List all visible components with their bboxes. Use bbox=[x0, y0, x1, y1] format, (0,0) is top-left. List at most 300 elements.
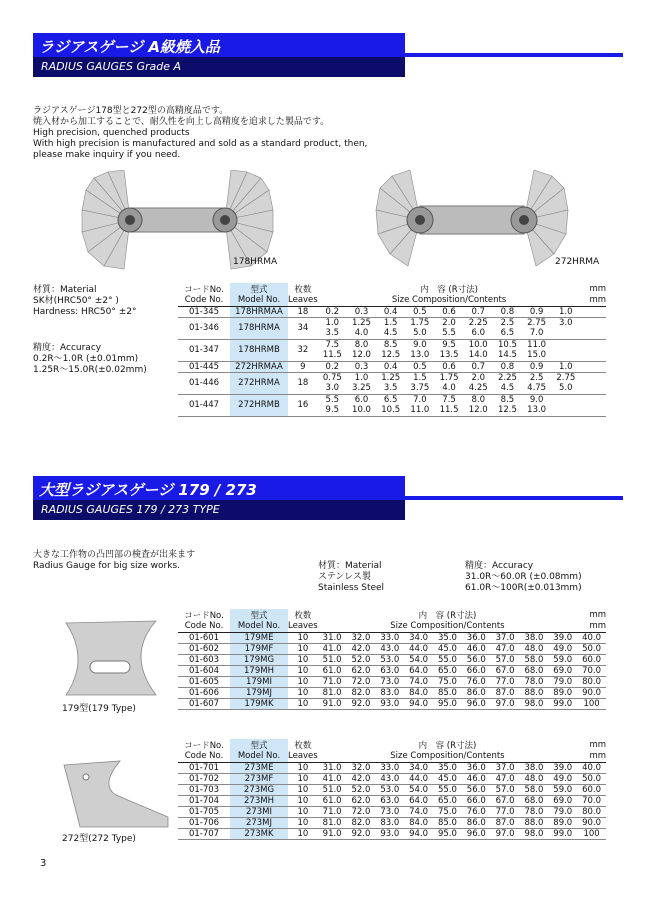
size-cell: 7.0 bbox=[522, 328, 551, 339]
size-cell: 14.5 bbox=[493, 350, 522, 361]
size-cell: 96.0 bbox=[462, 828, 491, 839]
code-cell: 01-702 bbox=[178, 773, 230, 784]
size-cell: 84.0 bbox=[404, 687, 433, 698]
size-cell: 4.0 bbox=[347, 328, 376, 339]
leaves-cell: 10 bbox=[288, 632, 318, 643]
size-cell: 11.5 bbox=[318, 350, 347, 361]
material-label: 材質：Material bbox=[318, 561, 382, 571]
table-row bbox=[178, 687, 606, 698]
size-cell: 60.0 bbox=[577, 784, 606, 795]
model-cell: 179MJ bbox=[230, 687, 288, 698]
size-cell: 39.0 bbox=[548, 762, 577, 773]
gauge-272-photo bbox=[372, 170, 572, 270]
size-cell bbox=[580, 383, 606, 394]
size-cell: 90.0 bbox=[577, 687, 606, 698]
col-header-leaves: 枚数 bbox=[294, 611, 312, 621]
size-cell: 0.9 bbox=[522, 361, 551, 372]
section2-title: 大型ラジアスゲージ 179 / 273 bbox=[33, 476, 405, 500]
size-cell: 86.0 bbox=[462, 687, 491, 698]
size-cell: 83.0 bbox=[375, 687, 404, 698]
size-cell: 6.0 bbox=[464, 328, 493, 339]
size-cell: 67.0 bbox=[491, 665, 520, 676]
size-cell: 3.0 bbox=[559, 317, 573, 328]
code-cell: 01-602 bbox=[178, 643, 230, 654]
size-cell: 53.0 bbox=[375, 654, 404, 665]
material-value: ステンレス製 bbox=[318, 572, 371, 582]
code-cell: 01-445 bbox=[178, 361, 230, 372]
size-cell: 1.0 bbox=[354, 372, 369, 383]
col-header-leaves-en: Leaves bbox=[288, 751, 318, 762]
size-cell: 12.5 bbox=[376, 350, 405, 361]
size-cell: 4.75 bbox=[522, 383, 551, 394]
size-cell: 81.0 bbox=[318, 687, 347, 698]
size-cell: 9.0 bbox=[413, 339, 427, 350]
size-cell: 70.0 bbox=[577, 795, 606, 806]
size-cell: 37.0 bbox=[491, 632, 520, 643]
col-header-code: コードNo. bbox=[184, 611, 224, 621]
desc-line: ラジアスゲージ178型と272型の高精度品です。 bbox=[33, 106, 229, 116]
size-cell: 40.0 bbox=[577, 762, 606, 773]
size-cell: 2.25 bbox=[497, 372, 517, 383]
size-cell: 1.5 bbox=[383, 317, 398, 328]
size-cell: 87.0 bbox=[491, 687, 520, 698]
model-cell: 179MG bbox=[230, 654, 288, 665]
code-cell: 01-701 bbox=[178, 762, 230, 773]
size-cell: 50.0 bbox=[577, 643, 606, 654]
table-row bbox=[178, 817, 606, 828]
size-cell bbox=[580, 350, 606, 361]
col-header-model-en: Model No. bbox=[230, 295, 288, 306]
photo-label-272: 272HRMA bbox=[555, 257, 600, 267]
material-value-en: Stainless Steel bbox=[318, 583, 385, 593]
size-cell: 4.5 bbox=[493, 383, 522, 394]
size-cell: 82.0 bbox=[347, 817, 376, 828]
size-cell: 47.0 bbox=[491, 773, 520, 784]
accuracy-value: 1.25R～15.0R(±0.02mm) bbox=[33, 365, 147, 375]
code-cell: 01-603 bbox=[178, 654, 230, 665]
accuracy-value: 31.0R～60.0R (±0.08mm) bbox=[465, 572, 582, 582]
code-cell: 01-345 bbox=[178, 306, 230, 317]
size-cell: 62.0 bbox=[347, 795, 376, 806]
size-cell: 93.0 bbox=[375, 698, 404, 709]
desc-line: please make inquiry if you need. bbox=[33, 150, 181, 160]
accuracy-label: 精度：Accuracy bbox=[33, 343, 102, 353]
hardness-value: Hardness: HRC50° ±2° bbox=[33, 307, 137, 317]
size-cell: 100 bbox=[577, 698, 606, 709]
code-cell: 01-705 bbox=[178, 806, 230, 817]
size-cell: 0.8 bbox=[493, 361, 522, 372]
size-cell: 4.5 bbox=[376, 328, 405, 339]
size-cell: 88.0 bbox=[520, 687, 549, 698]
leaves-cell: 10 bbox=[288, 762, 318, 773]
size-cell: 67.0 bbox=[491, 795, 520, 806]
table-row bbox=[178, 632, 606, 643]
col-header-code-en: Code No. bbox=[178, 621, 230, 632]
leaves-cell: 10 bbox=[288, 698, 318, 709]
code-cell: 01-704 bbox=[178, 795, 230, 806]
col-header-unit-en: mm bbox=[580, 295, 606, 306]
size-cell: 12.0 bbox=[464, 405, 493, 416]
col-header-contents-en: Size Composition/Contents bbox=[318, 621, 577, 632]
size-cell: 0.4 bbox=[376, 361, 405, 372]
code-cell: 01-601 bbox=[178, 632, 230, 643]
size-cell: 33.0 bbox=[375, 762, 404, 773]
code-cell: 01-604 bbox=[178, 665, 230, 676]
size-cell: 70.0 bbox=[577, 665, 606, 676]
size-cell: 31.0 bbox=[318, 632, 347, 643]
size-cell bbox=[551, 339, 580, 350]
size-cell: 50.0 bbox=[577, 773, 606, 784]
size-cell: 90.0 bbox=[577, 817, 606, 828]
size-cell: 51.0 bbox=[318, 784, 347, 795]
size-cell bbox=[580, 394, 606, 405]
size-cell: 6.5 bbox=[383, 394, 398, 405]
col-header-contents: 内 容 (R寸法) bbox=[420, 285, 478, 295]
model-cell: 272HRMB bbox=[230, 394, 288, 416]
section2-description bbox=[33, 550, 195, 572]
size-cell: 71.0 bbox=[318, 676, 347, 687]
col-header-contents: 内 容 (R寸法) bbox=[418, 741, 477, 751]
table-row bbox=[178, 676, 606, 687]
size-cell: 32.0 bbox=[347, 762, 376, 773]
size-cell: 0.6 bbox=[434, 306, 463, 317]
size-cell: 36.0 bbox=[462, 762, 491, 773]
table-row bbox=[178, 643, 606, 654]
size-cell: 2.0 bbox=[442, 317, 456, 328]
leaves-cell: 10 bbox=[288, 828, 318, 839]
photo-label-178: 178HRMA bbox=[233, 257, 278, 267]
size-cell: 53.0 bbox=[375, 784, 404, 795]
col-header-leaves: 枚数 bbox=[294, 285, 312, 295]
size-cell: 98.0 bbox=[520, 698, 549, 709]
table-row bbox=[178, 654, 606, 665]
size-cell: 49.0 bbox=[548, 643, 577, 654]
size-cell: 7.5 bbox=[325, 339, 340, 350]
size-cell: 12.5 bbox=[493, 405, 522, 416]
table-row bbox=[178, 698, 606, 709]
leaves-cell: 18 bbox=[288, 372, 318, 394]
size-cell: 7.5 bbox=[442, 394, 456, 405]
section1-description bbox=[33, 106, 367, 161]
size-cell: 71.0 bbox=[318, 806, 347, 817]
size-cell: 88.0 bbox=[520, 817, 549, 828]
size-cell: 95.0 bbox=[433, 828, 462, 839]
size-cell bbox=[580, 317, 606, 328]
size-cell: 8.0 bbox=[354, 339, 369, 350]
table-row bbox=[178, 773, 606, 784]
size-cell: 34.0 bbox=[404, 632, 433, 643]
size-cell: 66.0 bbox=[462, 665, 491, 676]
size-cell: 11.0 bbox=[527, 339, 547, 350]
size-cell: 92.0 bbox=[347, 828, 376, 839]
size-cell: 15.0 bbox=[522, 350, 551, 361]
photo-label-179: 179型(179 Type) bbox=[62, 704, 136, 714]
model-cell: 178HRMAA bbox=[230, 306, 288, 317]
size-cell: 89.0 bbox=[548, 687, 577, 698]
model-cell: 179MI bbox=[230, 676, 288, 687]
size-cell: 2.0 bbox=[471, 372, 486, 383]
size-cell: 9.5 bbox=[318, 405, 347, 416]
size-cell: 34.0 bbox=[404, 762, 433, 773]
leaves-cell: 10 bbox=[288, 773, 318, 784]
section1-spec-table bbox=[178, 283, 606, 417]
size-cell: 0.5 bbox=[405, 306, 434, 317]
desc-line: 焼入材から加工することで、耐久性を向上し高精度を追求した製品です。 bbox=[33, 117, 330, 127]
size-cell: 38.0 bbox=[520, 762, 549, 773]
size-cell: 58.0 bbox=[520, 784, 549, 795]
section1-accuracy bbox=[33, 343, 147, 376]
table-row bbox=[178, 762, 606, 773]
size-cell: 0.2 bbox=[318, 306, 347, 317]
size-cell: 86.0 bbox=[462, 817, 491, 828]
size-cell: 68.0 bbox=[520, 665, 549, 676]
size-cell: 2.75 bbox=[527, 317, 547, 328]
code-cell: 01-347 bbox=[178, 339, 230, 361]
size-cell: 83.0 bbox=[375, 817, 404, 828]
size-cell: 43.0 bbox=[375, 773, 404, 784]
accuracy-label: 精度：Accuracy bbox=[465, 561, 534, 571]
col-header-unit: mm bbox=[589, 610, 606, 620]
size-cell: 3.5 bbox=[376, 383, 405, 394]
col-header-model: 型式 bbox=[230, 283, 288, 295]
size-cell: 77.0 bbox=[491, 806, 520, 817]
size-cell: 2.5 bbox=[500, 317, 515, 328]
model-cell: 179MH bbox=[230, 665, 288, 676]
model-cell: 179MF bbox=[230, 643, 288, 654]
col-header-leaves-en: Leaves bbox=[288, 621, 318, 632]
material-label: 材質：Material bbox=[33, 285, 97, 295]
section1-material bbox=[33, 285, 137, 318]
size-cell: 49.0 bbox=[548, 773, 577, 784]
page-number: 3 bbox=[40, 858, 47, 869]
desc-line: Radius Gauge for big size works. bbox=[33, 561, 181, 571]
size-cell: 63.0 bbox=[375, 795, 404, 806]
size-cell: 6.0 bbox=[354, 394, 369, 405]
code-cell: 01-703 bbox=[178, 784, 230, 795]
size-cell bbox=[551, 394, 580, 405]
size-cell: 91.0 bbox=[318, 828, 347, 839]
size-cell: 37.0 bbox=[491, 762, 520, 773]
size-cell bbox=[551, 405, 580, 416]
size-cell: 99.0 bbox=[548, 828, 577, 839]
size-cell: 73.0 bbox=[375, 806, 404, 817]
size-cell: 57.0 bbox=[491, 784, 520, 795]
section1-title: ラジアスゲージ A級焼入品 bbox=[33, 33, 405, 57]
leaves-cell: 10 bbox=[288, 687, 318, 698]
size-cell: 10.5 bbox=[497, 339, 517, 350]
code-cell: 01-606 bbox=[178, 687, 230, 698]
size-cell: 14.0 bbox=[464, 350, 493, 361]
code-cell: 01-346 bbox=[178, 317, 230, 339]
size-cell: 45.0 bbox=[433, 773, 462, 784]
size-cell: 75.0 bbox=[433, 806, 462, 817]
size-cell bbox=[551, 328, 580, 339]
size-cell: 46.0 bbox=[462, 643, 491, 654]
model-cell: 273MK bbox=[230, 828, 288, 839]
size-cell: 0.3 bbox=[347, 306, 376, 317]
size-cell: 0.3 bbox=[347, 361, 376, 372]
size-cell: 9.0 bbox=[529, 394, 544, 405]
table-row bbox=[178, 828, 606, 839]
leaves-cell: 10 bbox=[288, 784, 318, 795]
size-cell: 99.0 bbox=[548, 698, 577, 709]
size-cell: 11.0 bbox=[405, 405, 434, 416]
size-cell: 0.8 bbox=[493, 306, 522, 317]
size-cell: 87.0 bbox=[491, 817, 520, 828]
size-cell: 82.0 bbox=[347, 687, 376, 698]
section2-material bbox=[318, 561, 384, 594]
leaves-cell: 10 bbox=[288, 676, 318, 687]
size-cell: 54.0 bbox=[404, 784, 433, 795]
size-cell: 2.25 bbox=[468, 317, 488, 328]
size-cell: 100 bbox=[577, 828, 606, 839]
size-cell: 62.0 bbox=[347, 665, 376, 676]
col-header-contents: 内 容 (R寸法) bbox=[418, 611, 477, 621]
size-cell: 93.0 bbox=[375, 828, 404, 839]
size-cell: 52.0 bbox=[347, 654, 376, 665]
size-cell: 74.0 bbox=[404, 806, 433, 817]
section1-subtitle: RADIUS GAUGES Grade A bbox=[33, 57, 405, 77]
size-cell: 72.0 bbox=[347, 806, 376, 817]
table-row bbox=[178, 306, 606, 317]
size-cell: 32.0 bbox=[347, 632, 376, 643]
gauge-179-photo bbox=[60, 615, 160, 700]
leaves-cell: 10 bbox=[288, 795, 318, 806]
size-cell: 61.0 bbox=[318, 665, 347, 676]
col-header-contents-en: Size Composition/Contents bbox=[318, 295, 581, 306]
material-value: SK材(HRC50° ±2° ) bbox=[33, 296, 119, 306]
size-cell: 3.25 bbox=[347, 383, 376, 394]
col-header-leaves: 枚数 bbox=[294, 741, 312, 751]
model-cell: 178HRMB bbox=[230, 339, 288, 361]
leaves-cell: 34 bbox=[288, 317, 318, 339]
size-cell bbox=[580, 306, 606, 317]
size-cell: 58.0 bbox=[520, 654, 549, 665]
model-cell: 272HRMA bbox=[230, 372, 288, 394]
size-cell: 1.25 bbox=[352, 317, 371, 328]
code-cell: 01-446 bbox=[178, 372, 230, 394]
size-cell: 54.0 bbox=[404, 654, 433, 665]
col-header-contents-en: Size Composition/Contents bbox=[318, 751, 577, 762]
leaves-cell: 16 bbox=[288, 394, 318, 416]
leaves-cell: 10 bbox=[288, 643, 318, 654]
table-row bbox=[178, 784, 606, 795]
size-cell: 66.0 bbox=[462, 795, 491, 806]
size-cell: 51.0 bbox=[318, 654, 347, 665]
size-cell: 5.5 bbox=[325, 394, 340, 405]
size-cell: 8.0 bbox=[471, 394, 486, 405]
size-cell: 47.0 bbox=[491, 643, 520, 654]
size-cell: 5.5 bbox=[434, 328, 463, 339]
size-cell: 45.0 bbox=[433, 643, 462, 654]
size-cell: 38.0 bbox=[520, 632, 549, 643]
size-cell: 43.0 bbox=[375, 643, 404, 654]
size-cell: 5.0 bbox=[405, 328, 434, 339]
model-cell: 179ME bbox=[230, 632, 288, 643]
size-cell: 64.0 bbox=[404, 665, 433, 676]
size-cell: 59.0 bbox=[548, 654, 577, 665]
size-cell: 59.0 bbox=[548, 784, 577, 795]
accuracy-value: 61.0R～100R(±0.013mm) bbox=[465, 583, 582, 593]
col-header-model: 型式 bbox=[230, 739, 288, 751]
size-cell: 0.4 bbox=[376, 306, 405, 317]
header-rule bbox=[405, 53, 623, 57]
size-cell: 74.0 bbox=[404, 676, 433, 687]
size-cell: 36.0 bbox=[462, 632, 491, 643]
size-cell: 64.0 bbox=[404, 795, 433, 806]
col-header-model-en: Model No. bbox=[230, 751, 288, 762]
size-cell: 78.0 bbox=[520, 676, 549, 687]
size-cell: 42.0 bbox=[347, 643, 376, 654]
size-cell: 0.7 bbox=[464, 306, 493, 317]
size-cell: 6.5 bbox=[493, 328, 522, 339]
size-cell bbox=[580, 328, 606, 339]
size-cell: 61.0 bbox=[318, 795, 347, 806]
size-cell: 10.0 bbox=[468, 339, 488, 350]
table-273 bbox=[178, 739, 606, 840]
size-cell: 56.0 bbox=[462, 784, 491, 795]
size-cell: 1.0 bbox=[551, 361, 580, 372]
size-cell: 72.0 bbox=[347, 676, 376, 687]
col-header-unit-en: mm bbox=[577, 751, 606, 762]
size-cell: 1.75 bbox=[410, 317, 430, 328]
desc-line: High precision, quenched products bbox=[33, 128, 190, 138]
col-header-code-en: Code No. bbox=[178, 295, 230, 306]
size-cell: 94.0 bbox=[404, 698, 433, 709]
size-cell: 95.0 bbox=[433, 698, 462, 709]
size-cell: 3.5 bbox=[318, 328, 347, 339]
size-cell: 0.75 bbox=[322, 372, 342, 383]
size-cell: 79.0 bbox=[548, 806, 577, 817]
size-cell: 1.75 bbox=[439, 372, 459, 383]
size-cell: 44.0 bbox=[404, 773, 433, 784]
leaves-cell: 10 bbox=[288, 665, 318, 676]
size-cell: 77.0 bbox=[491, 676, 520, 687]
size-cell bbox=[580, 405, 606, 416]
size-cell: 0.7 bbox=[464, 361, 493, 372]
size-cell: 68.0 bbox=[520, 795, 549, 806]
code-cell: 01-605 bbox=[178, 676, 230, 687]
size-cell: 9.5 bbox=[442, 339, 456, 350]
size-cell: 10.0 bbox=[347, 405, 376, 416]
table-row bbox=[178, 361, 606, 372]
size-cell: 85.0 bbox=[433, 687, 462, 698]
col-header-unit-en: mm bbox=[577, 621, 606, 632]
model-cell: 272HRMAA bbox=[230, 361, 288, 372]
size-cell: 84.0 bbox=[404, 817, 433, 828]
size-cell: 41.0 bbox=[318, 643, 347, 654]
size-cell: 1.25 bbox=[381, 372, 401, 383]
size-cell: 75.0 bbox=[433, 676, 462, 687]
size-cell: 91.0 bbox=[318, 698, 347, 709]
size-cell: 92.0 bbox=[347, 698, 376, 709]
table-row bbox=[178, 795, 606, 806]
size-cell bbox=[551, 350, 580, 361]
model-cell: 273MJ bbox=[230, 817, 288, 828]
size-cell: 2.5 bbox=[529, 372, 544, 383]
table-179 bbox=[178, 609, 606, 710]
size-cell bbox=[580, 339, 606, 350]
size-cell: 39.0 bbox=[548, 632, 577, 643]
size-cell: 8.5 bbox=[500, 394, 515, 405]
table-row bbox=[178, 394, 606, 405]
size-cell: 81.0 bbox=[318, 817, 347, 828]
size-cell: 13.0 bbox=[405, 350, 434, 361]
size-cell: 11.5 bbox=[434, 405, 463, 416]
size-cell: 80.0 bbox=[577, 806, 606, 817]
size-cell: 57.0 bbox=[491, 654, 520, 665]
col-header-model-en: Model No. bbox=[230, 621, 288, 632]
